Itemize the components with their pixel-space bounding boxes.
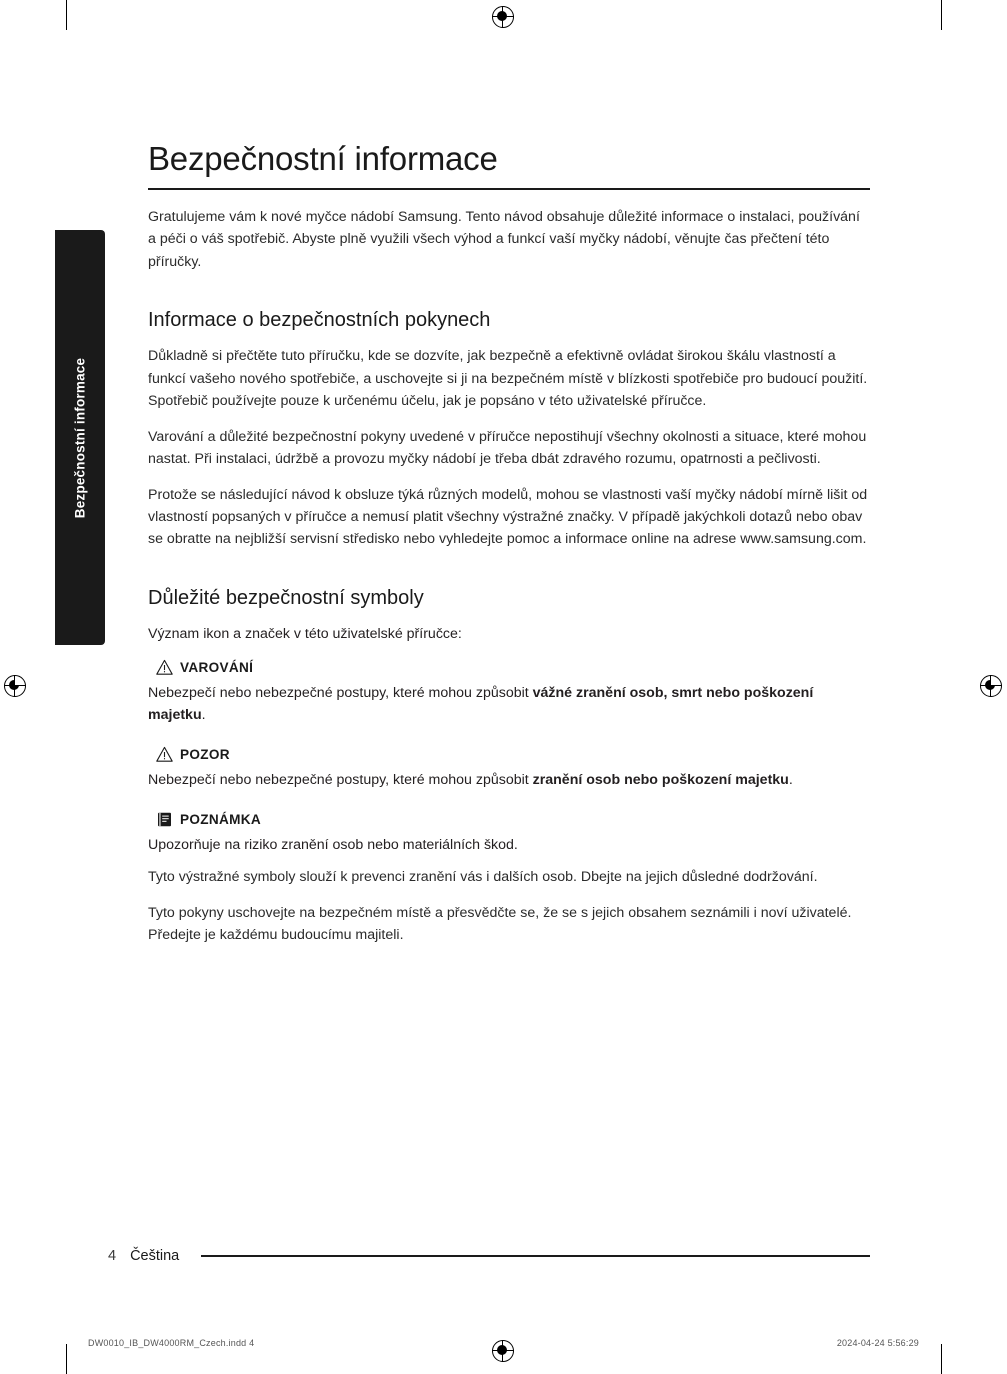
chapter-side-tab <box>55 230 105 645</box>
footer-divider <box>201 1255 870 1258</box>
symbol-text-warning <box>148 682 870 726</box>
caution-triangle-icon <box>156 746 173 763</box>
symbol-block-note <box>148 811 870 856</box>
symbol-block-warning <box>148 659 870 726</box>
closing-paragraph-1: Tyto výstražné symboly slouží k prevenci zranění vás i dalších osob. Dbejte na jejich důsledné dodržování. <box>148 869 818 886</box>
note-book-icon <box>156 811 173 828</box>
crop-mark-top-left <box>66 0 67 30</box>
symbol-head-note <box>148 811 870 828</box>
section-heading-safety-symbols: Důležité bezpečnostní symboly <box>148 586 424 609</box>
symbol-text-caution-after: . <box>788 772 793 789</box>
registration-mark-left <box>4 675 26 697</box>
warning-triangle-icon <box>156 659 173 676</box>
symbol-label-caution: POZOR <box>180 747 230 763</box>
chapter-side-tab-label: Bezpečnostní informace <box>72 357 88 518</box>
symbol-text-caution <box>148 769 870 791</box>
registration-mark-bottom <box>492 1340 514 1362</box>
safety-info-paragraph-3: Protože se následující návod k obsluze týká různých modelů, mohou se vlastnosti vaší myčky nádobí mírně lišit od vlastností popsaných v příručce a nemusí platit všechny výstražné značky. V případě jakýchkoli dotazů nebo obav se obratte na nejbližší servisní středisko nebo vyhledejte pomoc a informace online na adrese www.samsung.com. <box>148 486 868 548</box>
registration-mark-right <box>980 675 1002 697</box>
symbol-text-caution-before: Nebezpečí nebo nebezpečné postupy, které mohou způsobit <box>148 772 533 789</box>
page-content <box>148 140 870 960</box>
symbol-text-caution-bold: zranění osob nebo poškození majetku <box>532 772 789 789</box>
title-divider <box>148 188 870 190</box>
crop-mark-bottom-left <box>66 1344 67 1374</box>
crop-mark-bottom-right <box>941 1344 942 1374</box>
footer-language: Čeština <box>130 1248 180 1264</box>
section-heading-safety-info: Informace o bezpečnostních pokynech <box>148 309 491 332</box>
symbol-head-warning <box>148 659 870 676</box>
registration-mark-top <box>492 6 514 28</box>
symbol-text-warning-after: . <box>201 707 206 724</box>
page-title: Bezpečnostní informace <box>148 140 498 177</box>
symbol-head-caution <box>148 746 870 763</box>
page-footer <box>108 1248 870 1264</box>
footer-page-number: 4 <box>108 1248 117 1264</box>
print-file-name: DW0010_IB_DW4000RM_Czech.indd 4 <box>88 1338 255 1348</box>
symbol-text-note: Upozorňuje na riziko zranění osob nebo materiálních škod. <box>148 837 518 854</box>
symbol-block-caution <box>148 746 870 791</box>
symbol-text-warning-before: Nebezpečí nebo nebezpečné postupy, které mohou způsobit <box>148 685 533 702</box>
crop-mark-top-right <box>941 0 942 30</box>
print-timestamp: 2024-04-24 5:56:29 <box>836 1338 919 1348</box>
safety-info-paragraph-1: Důkladně si přečtěte tuto příručku, kde se dozvíte, jak bezpečně a efektivně ovládat širokou škálu vlastností a funkcí vašeho nového spotřebiče, a uschovejte si ji na bezpečném místě v blízkosti spotřebiče pro budoucí použití. Spotřebič používejte pouze k určenému účelu, jak je popsáno v této uživatelské příručce. <box>148 348 868 410</box>
safety-info-paragraph-2: Varování a důležité bezpečnostní pokyny uvedené v příručce nepostihují všechny okolnosti a situace, které mohou nastat. Při instalaci, údržbě a provozu myčky nádobí je třeba dbát zdravého rozumu, opatrnosti a pečlivosti. <box>148 428 867 468</box>
intro-paragraph: Gratulujeme vám k nové myčce nádobí Samsung. Tento návod obsahuje důležité informace o instalaci, používání a péči o váš spotřebič. Abyste plně využili všech výhod a funkcí vaší myčky nádobí, věnujte čas přečtení této příručky. <box>148 209 860 270</box>
symbol-label-note: POZNÁMKA <box>180 812 261 828</box>
symbols-lead-line: Význam ikon a značek v této uživatelské příručce: <box>148 625 462 642</box>
closing-paragraph-2: Tyto pokyny uschovejte na bezpečném místě a přesvědčte se, že se s jejich obsahem seznámili i noví uživatelé. Předejte je každému budoucímu majiteli. <box>148 904 852 944</box>
symbol-text-warning-bold: vážné zranění osob, smrt nebo poškození majetku <box>148 685 814 724</box>
symbol-label-warning: VAROVÁNÍ <box>180 660 254 676</box>
